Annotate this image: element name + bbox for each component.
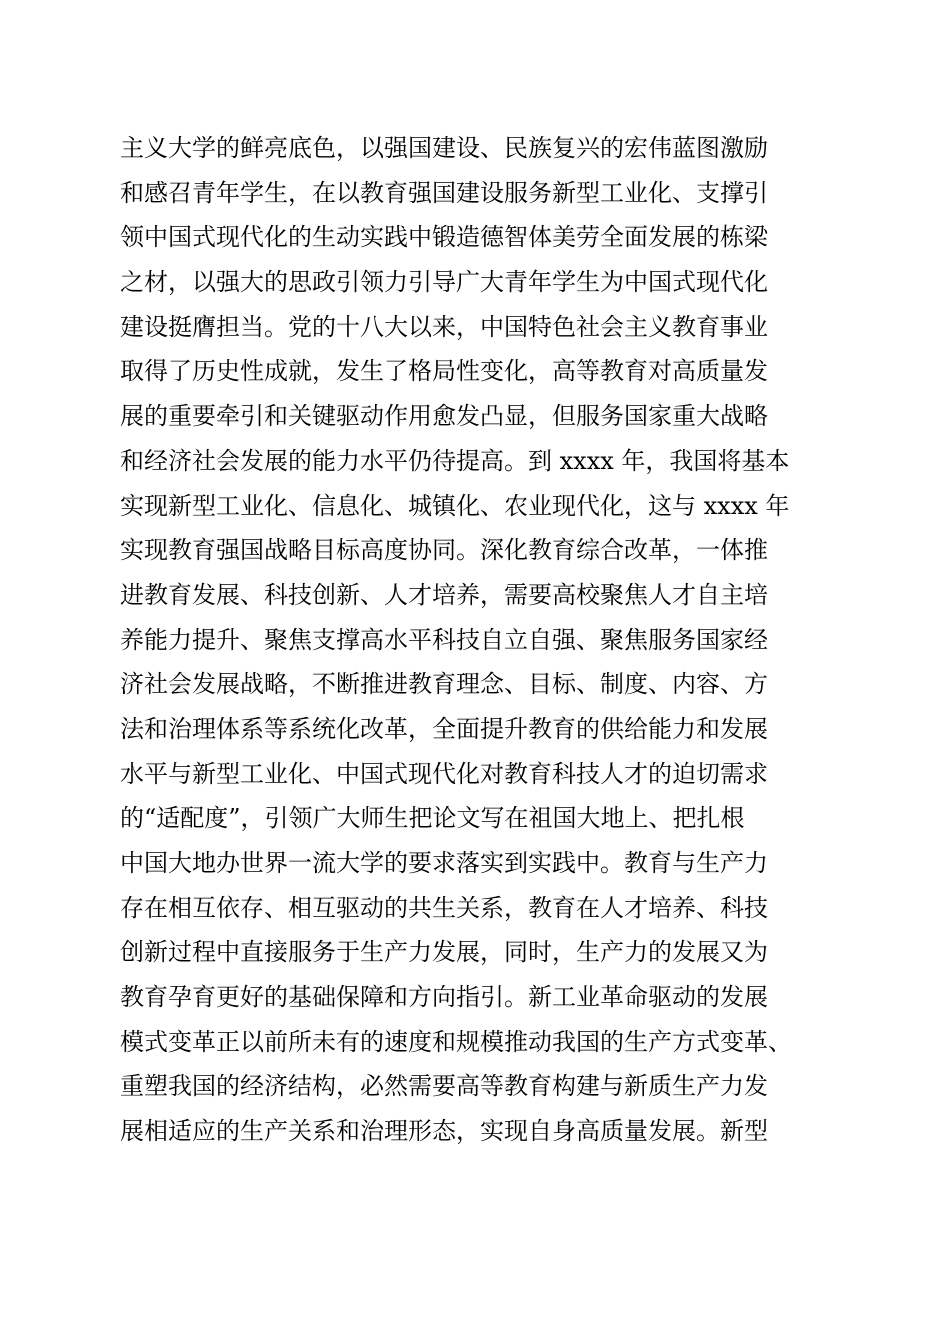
text-line: 养能力提升、聚焦支撑高水平科技自立自强、聚焦服务国家经 (120, 625, 768, 654)
text-line: 取得了历史性成就，发生了格局性变化，高等教育对高质量发 (120, 357, 768, 386)
text-line: 的“适配度”，引领广大师生把论文写在祖国大地上、把扎根 (120, 804, 745, 833)
text-line: 教育孕育更好的基础保障和方向指引。新工业革命驱动的发展 (120, 983, 768, 1012)
text-line: 中国大地办世界一流大学的要求落实到实践中。教育与生产力 (120, 849, 768, 877)
text-line: 法和治理体系等系统化改革，全面提升教育的供给能力和发展 (120, 714, 768, 743)
text-line: 展的重要牵引和关键驱动作用愈发凸显，但服务国家重大战略 (120, 402, 768, 431)
text-line: 存在相互依存、相互驱动的共生关系，教育在人才培养、科技 (120, 893, 768, 922)
text-line: 建设挺膺担当。党的十八大以来，中国特色社会主义教育事业 (120, 312, 768, 341)
text-line: 和感召青年学生，在以教育强国建设服务新型工业化、支撑引 (120, 178, 768, 207)
text-line: 实现新型工业化、信息化、城镇化、农业现代化，这与 xxxx 年 (120, 491, 790, 520)
text-line: 重塑我国的经济结构，必然需要高等教育构建与新质生产力发 (120, 1072, 768, 1101)
text-line: 模式变革正以前所未有的速度和规模推动我国的生产方式变革、 (120, 1027, 792, 1056)
text-line: 和经济社会发展的能力水平仍待提高。到 xxxx 年，我国将基本 (120, 446, 790, 475)
text-line: 主义大学的鲜亮底色，以强国建设、民族复兴的宏伟蓝图激励 (120, 134, 768, 162)
text-line: 进教育发展、科技创新、人才培养，需要高校聚焦人才自主培 (120, 580, 768, 609)
text-line: 实现教育强国战略目标高度协同。深化教育综合改革，一体推 (120, 536, 768, 565)
text-line: 之材，以强大的思政引领力引导广大青年学生为中国式现代化 (120, 268, 768, 297)
text-line: 济社会发展战略，不断推进教育理念、目标、制度、内容、方 (120, 670, 768, 699)
text-line: 创新过程中直接服务于生产力发展，同时，生产力的发展又为 (120, 938, 768, 967)
text-line: 领中国式现代化的生动实践中锻造德智体美劳全面发展的栋梁 (120, 223, 768, 252)
text-line: 水平与新型工业化、中国式现代化对教育科技人才的迫切需求 (120, 759, 768, 788)
body-text (120, 126, 880, 1154)
text-line: 展相适应的生产关系和治理形态，实现自身高质量发展。新型 (120, 1117, 768, 1146)
